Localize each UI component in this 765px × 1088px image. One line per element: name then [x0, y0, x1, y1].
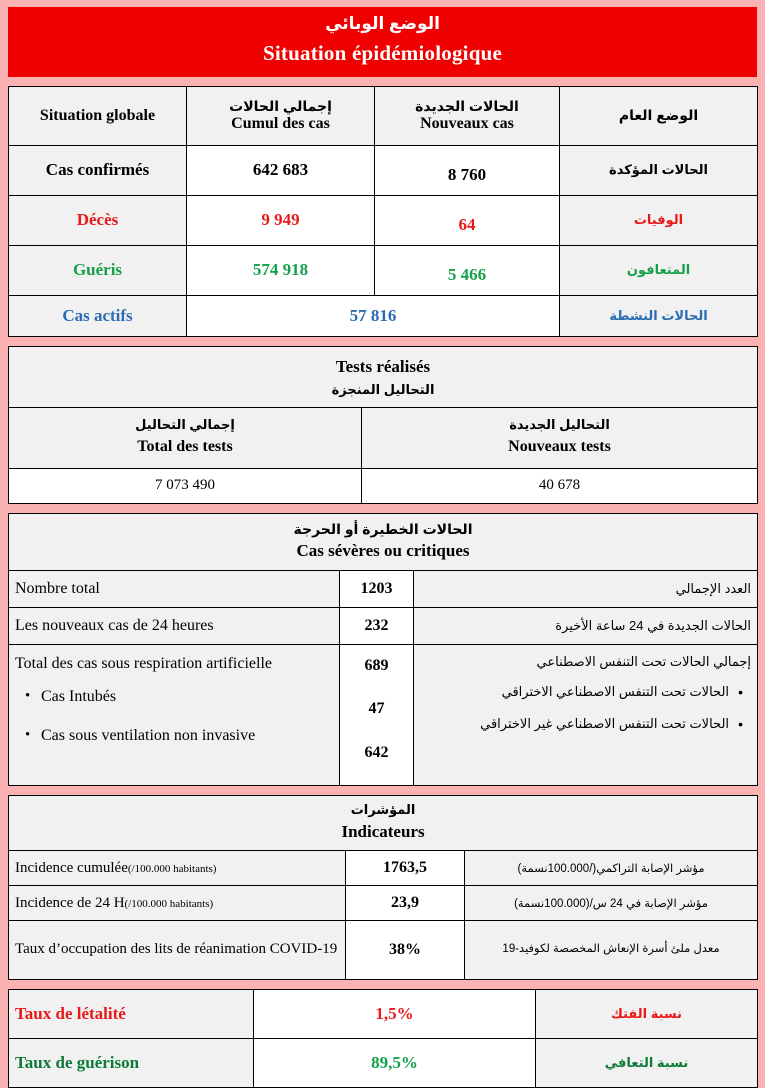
indicator-cumulative-label [9, 850, 346, 885]
rates-row-lethality [9, 989, 758, 1038]
indicator-bed-occupancy-label-ar: معدل ملئ أسرة الإنعاش المخصصة لكوفيد-19 [465, 920, 758, 979]
respiration-noninvasive-label-fr: • Cas sous ventilation non invasive [15, 724, 333, 749]
rates-table [8, 989, 758, 1088]
respiration-total-value: 689 [364, 657, 389, 675]
header-nouveaux-cas [375, 86, 560, 145]
tests-header-row [9, 407, 758, 468]
label-deaths-arabic: الوفيات [560, 195, 758, 245]
severe-total-label-ar: العدد الإجمالي [414, 570, 758, 607]
severe-title-cell [9, 513, 758, 570]
rate-recovery-label-ar: نسبة التعافي [536, 1038, 758, 1087]
indicators-title-french: Indicateurs [341, 821, 425, 841]
tests-new-header [362, 407, 758, 468]
value-deaths-cumul: 9 949 [187, 195, 375, 245]
severe-respiration-labels-fr [9, 644, 340, 785]
indicator-cumulative-label-ar: مؤشر الإصابة التراكمي(/100.000نسمة) [465, 850, 758, 885]
tests-title-row [9, 346, 758, 407]
severe-cases-table [8, 513, 758, 786]
value-active-cases: 57 816 [187, 295, 560, 336]
value-confirmed-cumul: 642 683 [187, 145, 375, 195]
indicator-24h-label [9, 885, 346, 920]
value-recovered-new: 5 466 [375, 245, 560, 295]
rates-row-recovery [9, 1038, 758, 1087]
indicators-row-24h [9, 885, 758, 920]
respiration-intubated-label-ar: • الحالات تحت التنفس الاصطناعي الاختراقي [420, 682, 751, 702]
indicators-table [8, 795, 758, 980]
tests-table [8, 346, 758, 504]
rate-lethality-value: 1,5% [254, 989, 536, 1038]
header-cumul-arabic: إجمالي الحالات [229, 98, 332, 114]
tests-title-arabic: التحاليل المنجزة [331, 381, 435, 397]
value-recovered-cumul: 574 918 [187, 245, 375, 295]
header-situation-globale: Situation globale [9, 86, 187, 145]
indicator-24h-label-ar: مؤشر الإصابة في 24 س/(100.000نسمة) [465, 885, 758, 920]
table-row-active [9, 295, 758, 336]
severe-respiration-values [340, 644, 414, 785]
severe-row-respiration [9, 644, 758, 785]
severe-title-arabic: الحالات الخطيرة أو الحرجة [293, 521, 473, 538]
rate-recovery-label-fr: Taux de guérison [9, 1038, 254, 1087]
severe-title-row [9, 513, 758, 570]
table-row-confirmed [9, 145, 758, 195]
page-header-banner [8, 7, 757, 77]
indicators-row-bed-occupancy [9, 920, 758, 979]
rate-lethality-label-fr: Taux de létalité [9, 989, 254, 1038]
indicator-cumulative-label-unit: (/100.000 habitants) [127, 862, 217, 875]
header-cumul-french: Cumul des cas [231, 115, 330, 132]
tests-new-header-french: Nouveaux tests [508, 438, 611, 456]
label-recovered-arabic: المتعافون [560, 245, 758, 295]
header-cumul-des-cas [187, 86, 375, 145]
tests-values-row [9, 468, 758, 503]
tests-total-header [9, 407, 362, 468]
severe-new24h-label-fr: Les nouveaux cas de 24 heures [9, 607, 340, 644]
indicator-24h-label-unit: (/100.000 habitants) [124, 897, 214, 910]
header-nouveaux-arabic: الحالات الجديدة [415, 98, 519, 114]
severe-row-new24h [9, 607, 758, 644]
severe-new24h-value: 232 [340, 607, 414, 644]
value-deaths-new: 64 [375, 195, 560, 245]
rate-recovery-value: 89,5% [254, 1038, 536, 1087]
label-active-arabic: الحالات النشطة [560, 295, 758, 336]
page-title-french: Situation épidémiologique [263, 41, 502, 66]
page-title-arabic: الوضع الوبائي [325, 14, 440, 33]
respiration-noninvasive-value: 642 [364, 743, 389, 761]
situation-globale-table [8, 86, 758, 337]
tests-new-header-arabic: التحاليل الجديدة [509, 417, 610, 433]
severe-total-label-fr: Nombre total [9, 570, 340, 607]
label-deces: Décès [9, 195, 187, 245]
tests-new-value: 40 678 [362, 468, 758, 503]
tests-total-header-arabic: إجمالي التحاليل [135, 417, 235, 433]
severe-title-french: Cas sévères ou critiques [296, 541, 470, 561]
label-cas-confirmes: Cas confirmés [9, 145, 187, 195]
label-cas-actifs: Cas actifs [9, 295, 187, 336]
indicators-title-row [9, 795, 758, 850]
indicator-cumulative-label-main: Incidence cumulée [15, 859, 128, 876]
header-nouveaux-french: Nouveaux cas [420, 115, 514, 132]
label-gueris: Guéris [9, 245, 187, 295]
tests-total-value: 7 073 490 [9, 468, 362, 503]
respiration-noninvasive-label-ar: • الحالات تحت التنفس الاصطناعي غير الاختراقي [420, 714, 751, 734]
indicators-title-arabic: المؤشرات [350, 801, 416, 817]
header-situation-arabic: الوضع العام [560, 86, 758, 145]
table-row-recovered [9, 245, 758, 295]
severe-row-total [9, 570, 758, 607]
table-row-deaths [9, 195, 758, 245]
indicator-24h-label-main: Incidence de 24 H [15, 894, 125, 911]
indicators-row-cumulative [9, 850, 758, 885]
tests-total-header-french: Total des tests [137, 438, 233, 456]
severe-total-value: 1203 [340, 570, 414, 607]
value-confirmed-new: 8 760 [375, 145, 560, 195]
respiration-intubated-value: 47 [368, 700, 385, 718]
table-header-row [9, 86, 758, 145]
indicator-24h-value: 23,9 [346, 885, 465, 920]
indicator-bed-occupancy-value: 38% [346, 920, 465, 979]
rate-lethality-label-ar: نسبة الفتك [536, 989, 758, 1038]
label-confirmed-arabic: الحالات المؤكدة [560, 145, 758, 195]
respiration-intubated-label-fr: • Cas Intubés [15, 685, 333, 710]
respiration-total-label-ar: إجمالي الحالات تحت التنفس الاصطناعي [536, 653, 752, 669]
severe-respiration-labels-ar [414, 644, 758, 785]
tests-title-cell [9, 346, 758, 407]
respiration-value-stack [340, 645, 413, 775]
indicator-bed-occupancy-label: Taux d’occupation des lits de réanimation COVID-19 [9, 920, 346, 979]
tests-title-french: Tests réalisés [335, 357, 431, 376]
respiration-total-label-fr: Total des cas sous respiration artificielle [15, 654, 273, 672]
indicator-cumulative-value: 1763,5 [346, 850, 465, 885]
indicators-title-cell [9, 795, 758, 850]
severe-new24h-label-ar: الحالات الجديدة في 24 ساعة الأخيرة [414, 607, 758, 644]
